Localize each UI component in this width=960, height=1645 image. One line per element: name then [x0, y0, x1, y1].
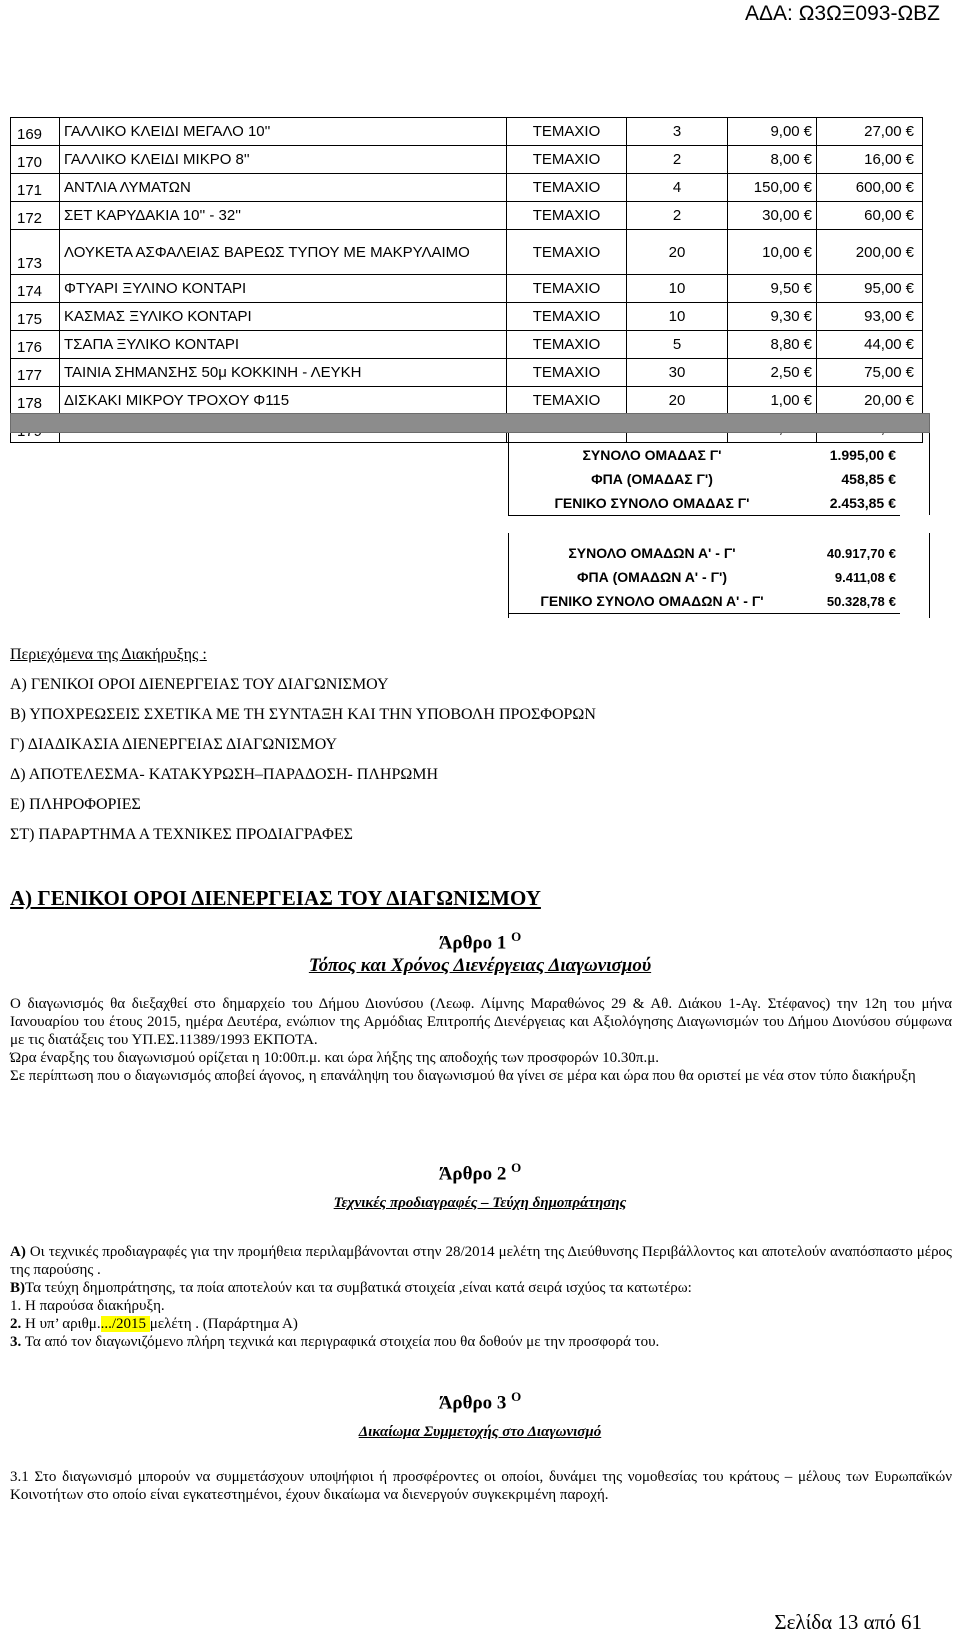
euro-sign: € [905, 151, 914, 168]
summary-label: ΓΕΝΙΚΟ ΣΥΝΟΛΟ ΟΜΑΔΑΣ Γ' [508, 491, 796, 516]
item-quantity: 2 [627, 146, 728, 174]
item-unit-price: 150,00 € [728, 174, 817, 202]
table-row [11, 202, 923, 230]
item-unit: ΤΕΜΑΧΙΟ [507, 387, 627, 415]
item-quantity: 30 [627, 359, 728, 387]
item-quantity: 5 [627, 331, 728, 359]
item-quantity: 20 [627, 387, 728, 415]
summary-value: 40.917,70 € [826, 545, 896, 561]
summary-label: ΣΥΝΟΛΟ ΟΜΑΔΩΝ Α' - Γ' [568, 545, 736, 561]
euro-sign: € [905, 308, 914, 325]
euro-sign: € [803, 392, 812, 409]
item-unit-price: 9,50 € [728, 275, 817, 303]
article-2-title: Άρθρο 2 $^O$ [438, 1160, 522, 1185]
euro-sign: € [803, 207, 812, 224]
item-total: 600,00 € [817, 174, 923, 202]
items-table-body [11, 118, 923, 443]
summary-value: 50.328,78 € [796, 589, 900, 614]
item-total: 95,00 € [817, 275, 923, 303]
item-unit-price: 1,00 € [728, 387, 817, 415]
article-2-item-b: Β)Τα τεύχη δημοπράτησης, τα ποία αποτελούν και τα συμβατικά στοιχεία ,είναι κατά σειρά ισχύος τα κατωτέρω: [10, 1280, 692, 1296]
euro-sign: € [888, 495, 896, 511]
item-number: 177 [11, 359, 60, 387]
item-number: 176 [11, 331, 60, 359]
table-row [11, 118, 923, 146]
euro-sign: € [803, 179, 812, 196]
contents-item: Δ) ΑΠΟΤΕΛΕΣΜΑ- ΚΑΤΑΚΥΡΩΣΗ–ΠΑΡΑΔΟΣΗ- ΠΛΗΡΩΜΗ [10, 766, 439, 783]
article-2-body [10, 1243, 952, 1351]
euro-sign: € [888, 471, 896, 487]
table-row [11, 275, 923, 303]
item-unit: ΤΕΜΑΧΙΟ [507, 331, 627, 359]
item-unit: ΤΕΜΑΧΙΟ [507, 230, 627, 275]
item-quantity: 20 [627, 230, 728, 275]
table-row [11, 387, 923, 415]
item-unit-price: 10,00 € [728, 230, 817, 275]
summary-label: ΣΥΝΟΛΟ ΟΜΑΔΑΣ Γ' [582, 447, 722, 463]
item-number: 178 [11, 387, 60, 415]
item-quantity: 10 [627, 275, 728, 303]
page-number: Σελίδα 13 από 61 [774, 1610, 922, 1634]
article-2-list-3: 3. Τα από τον διαγωνιζόμενο πλήρη τεχνικά και περιγραφικά στοιχεία που θα δοθούν με την προσφορά του. [10, 1334, 660, 1350]
euro-sign: € [905, 392, 914, 409]
article-3-title: Άρθρο 3 $^O$ [438, 1389, 522, 1414]
contents-list [10, 675, 596, 855]
summary-divider [929, 433, 930, 515]
item-description: ΓΑΛΛΙΚΟ ΚΛΕΙΔΙ ΜΕΓΑΛΟ 10'' [60, 118, 507, 146]
summary-row [508, 541, 900, 565]
table-row [11, 331, 923, 359]
contents-item: Β) ΥΠΟΧΡΕΩΣΕΙΣ ΣΧΕΤΙΚΑ ΜΕ ΤΗ ΣΥΝΤΑΞΗ ΚΑΙ ΤΗΝ ΥΠΟΒΟΛΗ ΠΡΟΣΦΟΡΩΝ [10, 706, 596, 723]
item-total: 27,00 € [817, 118, 923, 146]
contents-title: Περιεχόμενα της Διακήρυξης : [10, 646, 207, 663]
item-number: 173 [11, 230, 60, 275]
contents-item: Α) ΓΕΝΙΚΟΙ ΟΡΟΙ ΔΙΕΝΕΡΓΕΙΑΣ ΤΟΥ ΔΙΑΓΩΝΙΣΜΟΥ [10, 676, 389, 693]
article-1-subtitle: Τόπος και Χρόνος Διενέργειας Διαγωνισμού [308, 955, 652, 976]
table-row [11, 146, 923, 174]
item-unit-price: 8,00 € [728, 146, 817, 174]
euro-sign: € [803, 364, 812, 381]
item-number: 174 [11, 275, 60, 303]
contents-item: Ε) ΠΛΗΡΟΦΟΡΙΕΣ [10, 796, 141, 813]
item-description: ΔΙΣΚΑΚΙ ΜΙΚΡΟΥ ΤΡΟΧΟΥ Φ115 [60, 387, 507, 415]
ada-code: ΑΔΑ: Ω3ΩΞ093-ΩΒΖ [745, 2, 940, 25]
article-1-paragraph: Σε περίπτωση που ο διαγωνισμός αποβεί άγονος, η επανάληψη του διαγωνισμού θα γίνει σε μέρα και ώρα που θα οριστεί με νέα στον τύπο διακήρυξη [10, 1068, 916, 1084]
item-total: 200,00 € [817, 230, 923, 275]
summary-row [508, 491, 900, 516]
item-unit: ΤΕΜΑΧΙΟ [507, 202, 627, 230]
item-description: ΛΟΥΚΕΤΑ ΑΣΦΑΛΕΙΑΣ ΒΑΡΕΩΣ ΤΥΠΟΥ ΜΕ ΜΑΚΡΥΛΑΙΜΟ [60, 230, 507, 275]
item-number: 170 [11, 146, 60, 174]
article-2-subtitle: Τεχνικές προδιαγραφές – Τεύχη δημοπράτησης [333, 1195, 627, 1211]
summary-row [508, 467, 900, 491]
euro-sign: € [888, 593, 896, 609]
euro-sign: € [803, 151, 812, 168]
euro-sign: € [905, 179, 914, 196]
item-unit-price: 2,50 € [728, 359, 817, 387]
euro-sign: € [905, 123, 914, 140]
section-a-heading: Α) ΓΕΝΙΚΟΙ ΟΡΟΙ ΔΙΕΝΕΡΓΕΙΑΣ ΤΟΥ ΔΙΑΓΩΝΙΣΜΟΥ [10, 886, 541, 910]
item-number: 171 [11, 174, 60, 202]
item-unit: ΤΕΜΑΧΙΟ [507, 118, 627, 146]
euro-sign: € [803, 280, 812, 297]
item-quantity: 4 [627, 174, 728, 202]
item-quantity: 10 [627, 303, 728, 331]
article-3-body: 3.1 Στο διαγωνισμό μπορούν να συμμετάσχουν υποψήφιοι ή προσφέροντες οι οποίοι, δυνάμει της νομοθεσίας του κράτους – μέλους των Ευρωπαϊκών Κοινοτήτων στο οποίο είναι εγκατεστημένοι, έχουν δικαίωμα να διενεργούν συγκεκριμένη παροχή. [10, 1469, 952, 1503]
summary-row [508, 589, 900, 614]
summary-value: 9.411,08 € [834, 569, 896, 585]
summary-label: ΦΠΑ (ΟΜΑΔΩΝ Α' - Γ') [577, 569, 727, 585]
summary-value: 458,85 € [841, 471, 896, 487]
euro-sign: € [803, 243, 812, 261]
euro-sign: € [905, 280, 914, 297]
item-unit-price: 9,00 € [728, 118, 817, 146]
item-unit-price: 9,30 € [728, 303, 817, 331]
item-number: 175 [11, 303, 60, 331]
summary-group-c [508, 443, 900, 516]
euro-sign: € [905, 243, 914, 261]
article-3-subtitle: Δικαίωμα Συμμετοχής στο Διαγωνισμό [358, 1424, 602, 1440]
item-description: ΣΕΤ ΚΑΡΥΔΑΚΙΑ 10'' - 32'' [60, 202, 507, 230]
euro-sign: € [905, 364, 914, 381]
item-unit: ΤΕΜΑΧΙΟ [507, 174, 627, 202]
summary-row [508, 565, 900, 589]
table-separator-bar [10, 413, 930, 433]
summary-value: 1.995,00 € [829, 447, 896, 463]
item-description: ΦΤΥΑΡΙ ΞΥΛΙΝΟ ΚΟΝΤΑΡΙ [60, 275, 507, 303]
euro-sign: € [888, 545, 896, 561]
item-number: 169 [11, 118, 60, 146]
contents-item: Γ) ΔΙΑΔΙΚΑΣΙΑ ΔΙΕΝΕΡΓΕΙΑΣ ΔΙΑΓΩΝΙΣΜΟΥ [10, 736, 338, 753]
contents-item: ΣΤ) ΠΑΡΑΡΤΗΜΑ Α ΤΕΧΝΙΚΕΣ ΠΡΟΔΙΑΓΡΑΦΕΣ [10, 826, 353, 843]
table-row [11, 230, 923, 275]
item-total: 93,00 € [817, 303, 923, 331]
item-unit: ΤΕΜΑΧΙΟ [507, 146, 627, 174]
article-1-body [10, 995, 952, 1085]
items-table [10, 117, 923, 443]
euro-sign: € [888, 569, 896, 585]
article-1-paragraph: Ώρα έναρξης του διαγωνισμού ορίζεται η 10:00π.μ. και ώρα λήξης της αποδοχής των προσφορών 10.30π.μ. [10, 1050, 659, 1066]
item-total: 75,00 € [817, 359, 923, 387]
item-description: ΚΑΣΜΑΣ ΞΥΛΙΚΟ ΚΟΝΤΑΡΙ [60, 303, 507, 331]
item-unit-price: 30,00 € [728, 202, 817, 230]
article-1-title: Άρθρο 1 $^O$ [438, 929, 522, 954]
item-unit: ΤΕΜΑΧΙΟ [507, 303, 627, 331]
table-row [11, 174, 923, 202]
euro-sign: € [905, 336, 914, 353]
summary-label: ΓΕΝΙΚΟ ΣΥΝΟΛΟ ΟΜΑΔΩΝ Α' - Γ' [508, 589, 796, 614]
item-total: 60,00 € [817, 202, 923, 230]
item-unit-price: 8,80 € [728, 331, 817, 359]
euro-sign: € [803, 123, 812, 140]
item-description: ΤΣΑΠΑ ΞΥΛΙΚΟ ΚΟΝΤΑΡΙ [60, 331, 507, 359]
item-unit: ΤΕΜΑΧΙΟ [507, 359, 627, 387]
article-2-list-2: 2. Η υπ’ αριθμ..../2015 μελέτη . (Παράρτημα Α) [10, 1316, 298, 1332]
article-2-list-1: 1. Η παρούσα διακήρυξη. [10, 1298, 165, 1314]
item-number: 172 [11, 202, 60, 230]
item-quantity: 3 [627, 118, 728, 146]
item-unit: ΤΕΜΑΧΙΟ [507, 275, 627, 303]
summary-groups-a-c [508, 541, 900, 614]
table-row [11, 359, 923, 387]
article-1-paragraph: Ο διαγωνισμός θα διεξαχθεί στο δημαρχείο του Δήμου Διονύσου (Λεωφ. Λίμνης Μαραθώνος 29 & Αθ. Διάκου 1-Αγ. Στέφανος) την 12η του μήνα Ιανουαρίου του έτους 2015, ημέρα Δευτέρα, ενώπιον της Αρμόδιας Επιτροπής Διενέργειας και Αξιολόγησης Διαγωνισμών του Δήμου Διονύσου σύμφωνα με τις διατάξεις του ΥΠ.ΕΣ.11389/1993 ΕΚΠΟΤΑ. [10, 996, 952, 1048]
item-description: ΓΑΛΛΙΚΟ ΚΛΕΙΔΙ ΜΙΚΡΟ 8'' [60, 146, 507, 174]
item-quantity: 2 [627, 202, 728, 230]
article-2-item-a: Α) Οι τεχνικές προδιαγραφές για την προμήθεια περιλαμβάνονται στην 28/2014 μελέτη της Διεύθυνσης Περιβάλλοντος και αποτελούν αναπόσπαστο μέρος της παρούσης . [10, 1244, 952, 1278]
item-description: ΑΝΤΛΙΑ ΛΥΜΑΤΩΝ [60, 174, 507, 202]
euro-sign: € [905, 207, 914, 224]
item-total: 20,00 € [817, 387, 923, 415]
summary-value: 2.453,85 € [796, 491, 900, 516]
item-total: 16,00 € [817, 146, 923, 174]
item-description: ΤΑΙΝΙΑ ΣΗΜΑΝΣΗΣ 50μ ΚΟΚΚΙΝΗ - ΛΕΥΚΗ [60, 359, 507, 387]
euro-sign: € [888, 447, 896, 463]
table-row [11, 303, 923, 331]
summary-row [508, 443, 900, 467]
euro-sign: € [803, 308, 812, 325]
summary-label: ΦΠΑ (ΟΜΑΔΑΣ Γ') [591, 471, 713, 487]
item-total: 44,00 € [817, 331, 923, 359]
euro-sign: € [803, 336, 812, 353]
summary-divider [929, 533, 930, 618]
